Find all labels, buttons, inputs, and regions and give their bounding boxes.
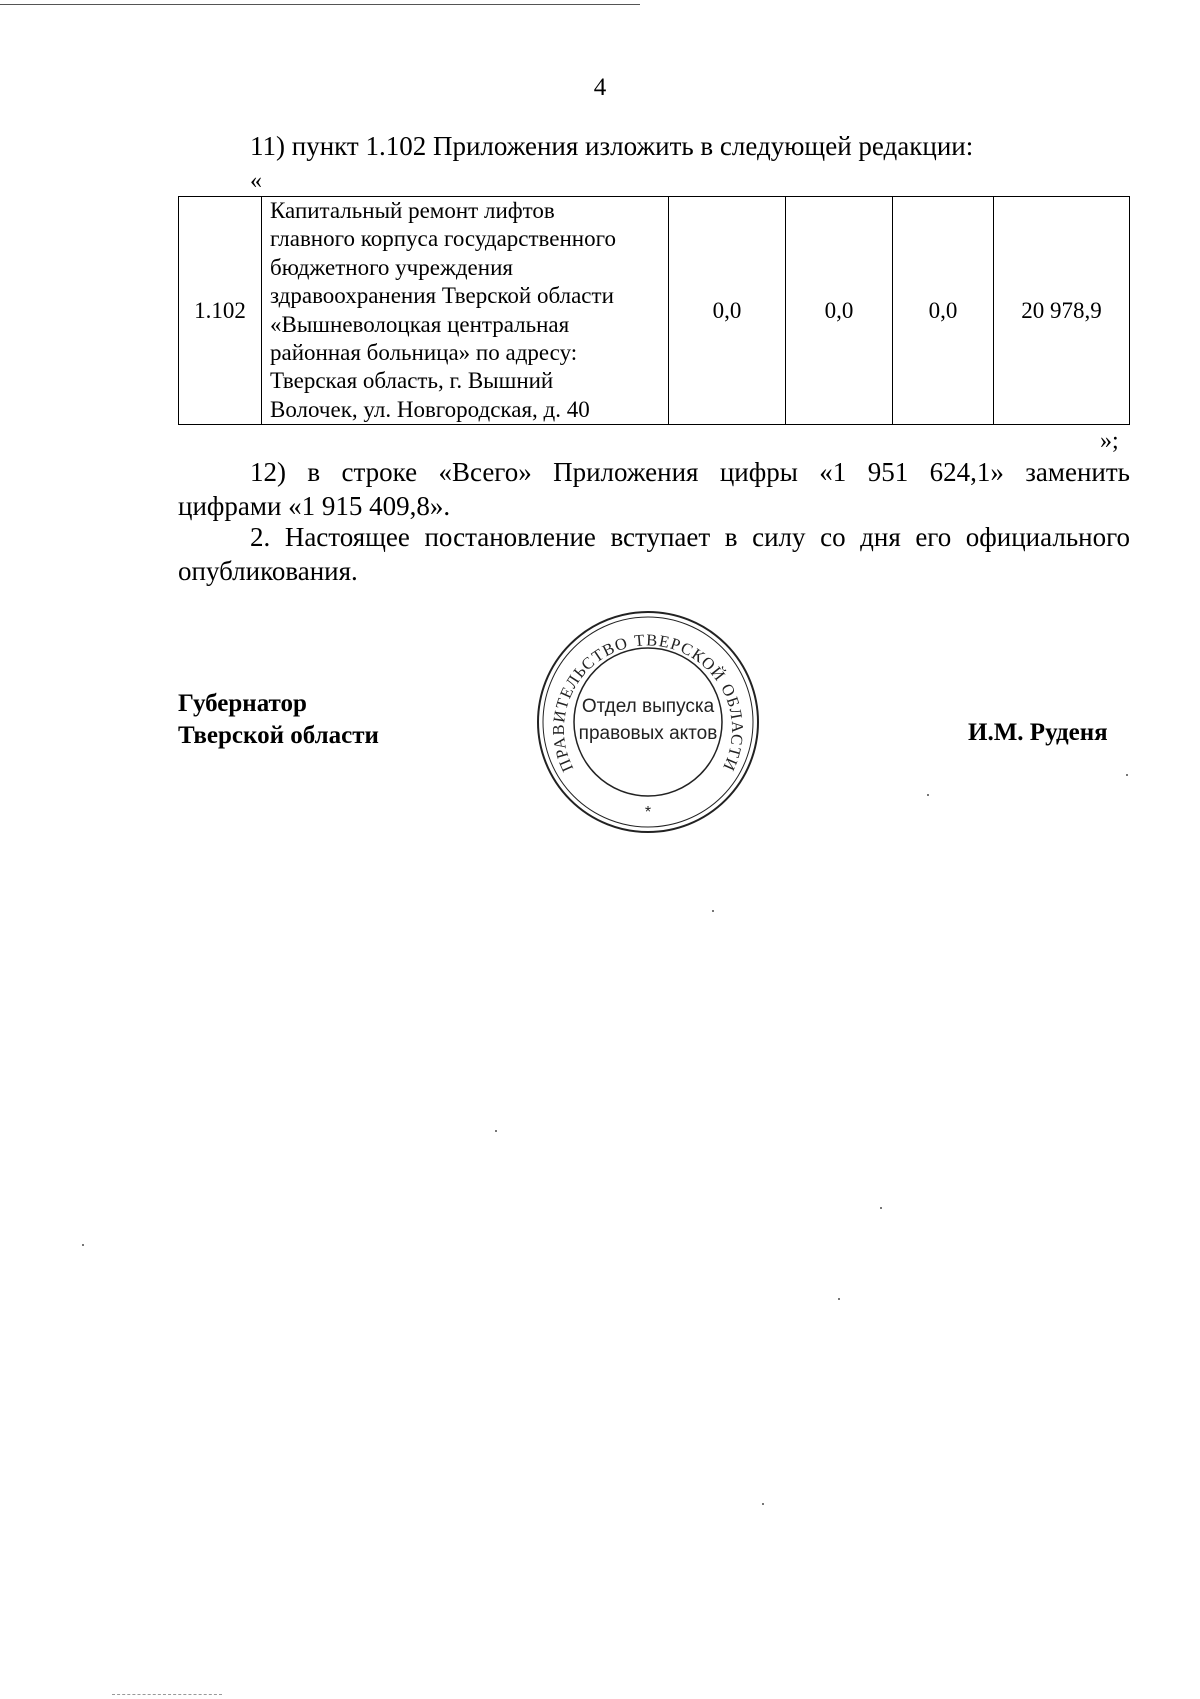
description-line: Тверская область, г. Вышний bbox=[270, 368, 554, 394]
description-cell bbox=[262, 197, 669, 425]
description-line: бюджетного учреждения bbox=[270, 254, 513, 280]
value-cell-2: 0,0 bbox=[786, 197, 893, 425]
description-line: Волочек, ул. Новгородская, д. 40 bbox=[270, 396, 590, 422]
table-row bbox=[179, 197, 1130, 425]
value-cell-1: 0,0 bbox=[669, 197, 786, 425]
scan-speck bbox=[838, 1298, 840, 1300]
description-line: здравоохранения Тверской области bbox=[270, 283, 614, 309]
item-11-paragraph: 11) пункт 1.102 Приложения изложить в следующей редакции: bbox=[250, 131, 974, 161]
description-line: Капитальный ремонт лифтов bbox=[270, 198, 555, 223]
scan-speck bbox=[880, 1207, 882, 1209]
seal-star: * bbox=[644, 804, 652, 821]
value-cell-4: 20 978,9 bbox=[994, 197, 1130, 425]
seal-center-line-2: правовых актов bbox=[578, 723, 718, 744]
seal-center-line-1: Отдел выпуска bbox=[581, 696, 715, 717]
signatory-title bbox=[178, 688, 379, 752]
signatory-name: И.М. Руденя bbox=[968, 719, 1108, 746]
item-12-line-2: цифрами «1 915 409,8». bbox=[178, 491, 451, 521]
bottom-edge-mark bbox=[112, 1694, 222, 1695]
scan-speck bbox=[495, 1130, 497, 1132]
top-edge-rule bbox=[0, 4, 640, 5]
description-line: «Вышневолоцкая центральная bbox=[270, 311, 570, 337]
seal-ring-text: ПРАВИТЕЛЬСТВО ТВЕРСКОЙ ОБЛАСТИ bbox=[548, 630, 748, 775]
description-line: главного корпуса государственного bbox=[270, 226, 616, 252]
official-seal bbox=[535, 609, 761, 835]
item-12-line-1: 12) в строке «Всего» Приложения цифры «1 951 624,1» заменить bbox=[250, 457, 1130, 487]
closing-quote: »; bbox=[1100, 428, 1119, 454]
opening-quote: « bbox=[250, 168, 262, 194]
item-number-cell: 1.102 bbox=[179, 197, 262, 425]
scan-speck bbox=[1126, 774, 1128, 776]
item-2-line-1: 2. Настоящее постановление вступает в силу со дня его официального bbox=[250, 522, 1130, 552]
page-number: 4 bbox=[593, 74, 607, 101]
value-cell-3: 0,0 bbox=[893, 197, 994, 425]
scan-speck bbox=[82, 1244, 84, 1246]
amendment-table bbox=[178, 196, 1130, 425]
scan-speck bbox=[927, 794, 929, 796]
scan-speck bbox=[762, 1503, 764, 1505]
signatory-title-line-2: Тверской области bbox=[178, 722, 379, 749]
scan-speck bbox=[712, 910, 714, 912]
description-line: районная больница» по адресу: bbox=[270, 340, 578, 366]
item-2-line-2: опубликования. bbox=[178, 556, 358, 586]
signatory-title-line-1: Губернатор bbox=[178, 690, 307, 717]
